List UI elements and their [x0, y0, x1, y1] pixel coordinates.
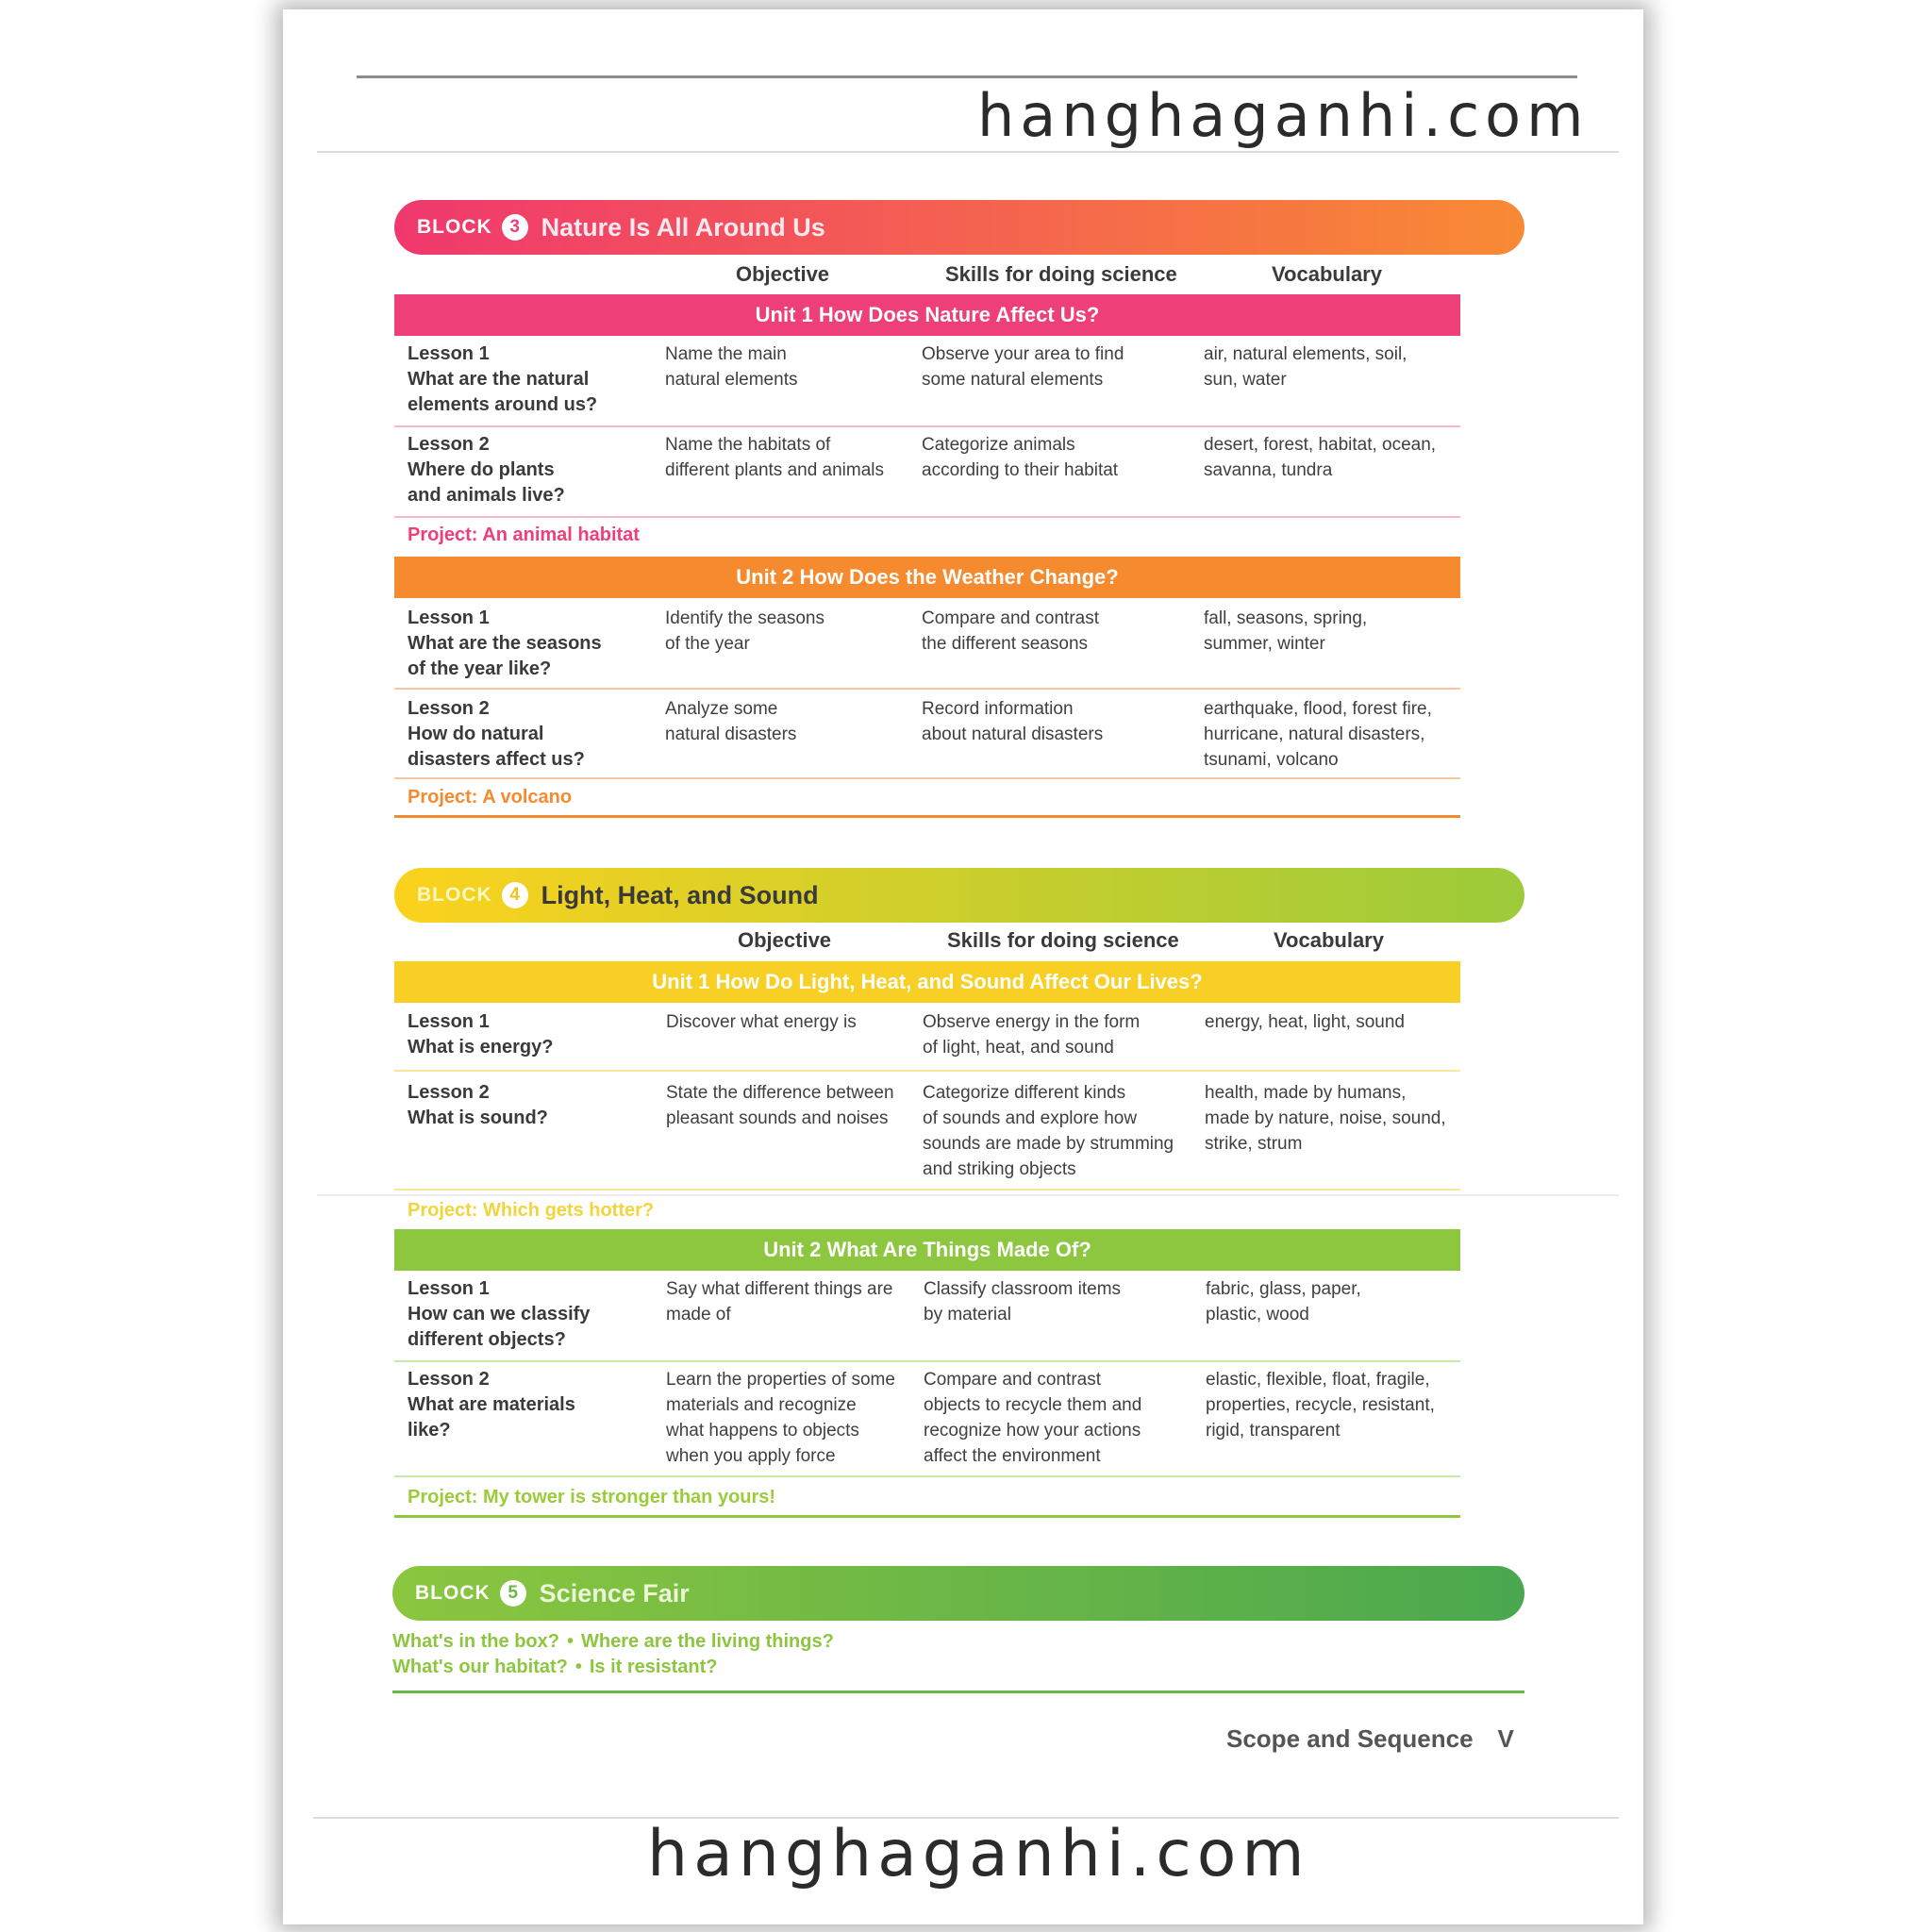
unit-end-rule	[394, 1515, 1460, 1518]
b3u2l2-objective: Analyze some natural disasters	[665, 699, 797, 744]
lesson-question: elements around us?	[408, 394, 598, 415]
row-divider	[394, 1189, 1460, 1191]
b3u2l1-skills: Compare and contrast the different seasons	[922, 608, 1099, 654]
b4-unit-2-bar: Unit 2 What Are Things Made Of?	[394, 1229, 1460, 1271]
unit-end-rule	[394, 815, 1460, 818]
fair-activity: Where are the living things?	[581, 1631, 834, 1652]
bullet-separator: •	[566, 1631, 574, 1652]
lesson-question: What is energy?	[408, 1037, 554, 1058]
b3u2-lesson-1	[408, 606, 643, 682]
b4u1l1-skills: Observe energy in the form of light, heat, and sound	[923, 1012, 1141, 1058]
b3u2l1-vocabulary: fall, seasons, spring, summer, winter	[1204, 608, 1368, 654]
block-5-number: 5	[500, 1580, 526, 1607]
b4u2-lesson-1	[408, 1276, 643, 1353]
b4-header-skills: Skills for doing science	[947, 928, 1179, 952]
lesson-question: What is sound?	[408, 1108, 548, 1128]
b3-unit-1-bar: Unit 1 How Does Nature Affect Us?	[394, 294, 1460, 336]
b4-header-objective: Objective	[738, 928, 832, 952]
b4u2-project: Project: My tower is stronger than yours!	[408, 1487, 776, 1507]
lesson-label: Lesson 2	[408, 434, 490, 455]
b3u1l2-vocabulary: desert, forest, habitat, ocean, savanna, tundra	[1204, 435, 1437, 480]
block-4-title: Light, Heat, and Sound	[541, 880, 819, 909]
lesson-label: Lesson 2	[408, 1082, 490, 1103]
b3u1-lesson-2	[408, 432, 643, 508]
science-fair-line-1	[392, 1631, 834, 1653]
row-divider	[394, 516, 1460, 518]
block-5-end-rule	[392, 1690, 1524, 1693]
lesson-question: and animals live?	[408, 485, 565, 506]
lesson-question: different objects?	[408, 1329, 566, 1350]
lesson-question: What are the natural	[408, 369, 590, 390]
top-rule	[357, 75, 1577, 78]
b3-unit-2-bar: Unit 2 How Does the Weather Change?	[394, 557, 1460, 598]
b4u1l2-vocabulary: health, made by humans, made by nature, noise, sound, strike, strum	[1205, 1083, 1446, 1154]
lesson-question: How can we classify	[408, 1304, 591, 1324]
lesson-question: What are materials	[408, 1394, 575, 1415]
block-3-word: BLOCK	[417, 216, 492, 238]
row-divider	[394, 1475, 1460, 1477]
block-3-number: 3	[502, 214, 528, 241]
b4u2l1-skills: Classify classroom items by material	[924, 1279, 1122, 1324]
b4u1-project: Project: Which gets hotter?	[408, 1200, 655, 1221]
lesson-question: What are the seasons	[408, 633, 602, 654]
b4u2l1-objective: Say what different things are made of	[666, 1279, 893, 1324]
row-divider	[394, 1070, 1460, 1072]
row-divider	[394, 688, 1460, 690]
b3-header-vocabulary: Vocabulary	[1272, 262, 1382, 286]
block-4-banner	[394, 868, 1524, 923]
block-3-banner	[394, 200, 1524, 255]
b3u2l2-skills: Record information about natural disasters	[922, 699, 1104, 744]
lesson-question: disasters affect us?	[408, 749, 585, 770]
b3u2-lesson-2	[408, 696, 643, 773]
row-divider	[394, 777, 1460, 779]
b4u2l2-objective: Learn the properties of some materials and recognize what happens to objects when you apply force	[666, 1370, 895, 1466]
lesson-question: How do natural	[408, 724, 544, 744]
footer-title: Scope and Sequence	[1226, 1724, 1474, 1753]
lesson-label: Lesson 1	[408, 343, 490, 364]
block-3-title: Nature Is All Around Us	[541, 212, 825, 242]
lesson-question: of the year like?	[408, 658, 552, 679]
science-fair-line-2	[392, 1657, 717, 1678]
b3-header-objective: Objective	[736, 262, 830, 286]
page-footer	[1226, 1724, 1514, 1754]
b4-unit-1-bar: Unit 1 How Do Light, Heat, and Sound Affect Our Lives?	[394, 961, 1460, 1003]
b3u2l1-objective: Identify the seasons of the year	[665, 608, 824, 654]
b3u1l2-objective: Name the habitats of different plants and animals	[665, 435, 885, 480]
lesson-question: Where do plants	[408, 459, 555, 480]
b4u2l2-vocabulary: elastic, flexible, float, fragile, properties, recycle, resistant, rigid, transparent	[1206, 1370, 1435, 1441]
b4u1l2-objective: State the difference between pleasant sounds and noises	[666, 1083, 894, 1128]
lesson-question: like?	[408, 1420, 451, 1441]
page-number: V	[1497, 1724, 1514, 1753]
watermark-bottom: hanghaganhi.com	[647, 1817, 1310, 1891]
bullet-separator: •	[575, 1657, 582, 1677]
b3u1l2-skills: Categorize animals according to their habitat	[922, 435, 1119, 480]
lesson-label: Lesson 2	[408, 698, 490, 719]
lesson-label: Lesson 2	[408, 1369, 490, 1390]
lesson-label: Lesson 1	[408, 1278, 490, 1299]
b4u1l2-skills: Categorize different kinds of sounds and explore how sounds are made by strumming and striking objects	[923, 1083, 1174, 1179]
b4u2-lesson-2	[408, 1367, 643, 1443]
b3u1-project: Project: An animal habitat	[408, 525, 640, 545]
b4u2l1-vocabulary: fabric, glass, paper, plastic, wood	[1206, 1279, 1361, 1324]
row-divider	[394, 425, 1460, 427]
lesson-label: Lesson 1	[408, 1011, 490, 1032]
scan-edge-top	[317, 151, 1619, 153]
watermark-top: hanghaganhi.com	[977, 81, 1590, 150]
b3u1l1-vocabulary: air, natural elements, soil, sun, water	[1204, 344, 1407, 390]
block-4-word: BLOCK	[417, 884, 492, 906]
block-5-word: BLOCK	[415, 1582, 491, 1604]
b4-header-vocabulary: Vocabulary	[1274, 928, 1384, 952]
fair-activity: What's in the box?	[392, 1631, 559, 1652]
scan-seam	[317, 1194, 1619, 1196]
block-4-number: 4	[502, 882, 528, 908]
b3u2-project: Project: A volcano	[408, 787, 573, 808]
b4u1-lesson-2	[408, 1080, 643, 1131]
fair-activity: What's our habitat?	[392, 1657, 568, 1677]
block-5-banner	[392, 1566, 1524, 1621]
b3u2l2-vocabulary: earthquake, flood, forest fire, hurricane, natural disasters, tsunami, volcano	[1204, 699, 1432, 770]
b4u1l1-vocabulary: energy, heat, light, sound	[1205, 1012, 1405, 1032]
b3u1l1-objective: Name the main natural elements	[665, 344, 798, 390]
b4u1-lesson-1	[408, 1009, 643, 1060]
b4u2l2-skills: Compare and contrast objects to recycle them and recognize how your actions affect the environment	[924, 1370, 1142, 1466]
b3u1-lesson-1	[408, 341, 643, 418]
fair-activity: Is it resistant?	[589, 1657, 718, 1677]
block-5-title: Science Fair	[539, 1578, 690, 1607]
row-divider	[394, 1360, 1460, 1362]
b3-header-skills: Skills for doing science	[945, 262, 1177, 286]
b4u1l1-objective: Discover what energy is	[666, 1012, 857, 1032]
lesson-label: Lesson 1	[408, 608, 490, 628]
b3u1l1-skills: Observe your area to find some natural elements	[922, 344, 1124, 390]
